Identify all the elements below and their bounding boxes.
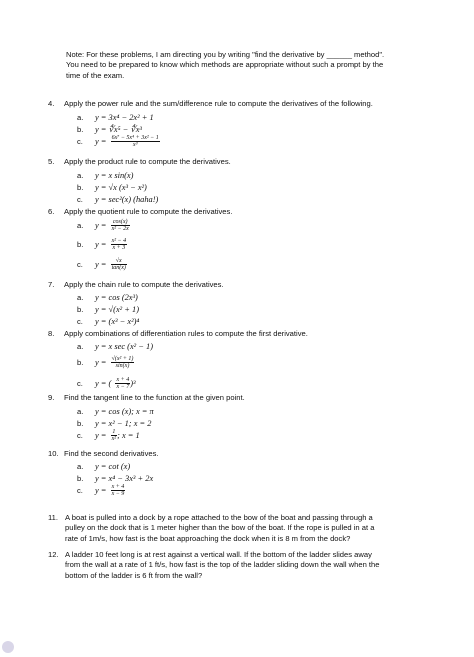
question-number: 4. [48, 99, 55, 108]
question-text: Apply the chain rule to compute the derivatives. [64, 280, 224, 289]
question-4 [48, 99, 428, 109]
question-8: 8. Apply combinations of differentiation rules to compute the first derivative. [48, 329, 308, 338]
problem-line-2: pulley on the dock that is 1 meter higher than the bow of the boat. If the rope is pulled in at a [65, 523, 375, 533]
question-12: 12. A ladder 10 feet long is at rest against a vertical wall. If the bottom of the ladder slides away from the wall at a rate of 1 ft/s, how fast is the top of the ladder sliding down the wall when the bottom of the ladder is 6 ft from the wall? [48, 550, 430, 581]
question-10: 10. Find the second derivatives. [48, 449, 159, 458]
question-5a: a. y = x sin(x) [77, 171, 134, 180]
fraction: $\frac{x + 4}{x - 7}$ [116, 377, 130, 391]
fraction: $\frac{\text{√(x² + 1)}}{\sin(x)}$ [111, 356, 134, 370]
question-7b: b. y = √(x² + 1) [77, 305, 139, 314]
question-8c: c. y = ( $\frac{x + 4}{x - 7}$ )³ [77, 377, 136, 391]
question-7: 7. Apply the chain rule to compute the derivatives. [48, 280, 224, 289]
question-10a: a. y = cot (x) [77, 462, 131, 471]
question-5: 5. Apply the product rule to compute the derivatives. [48, 157, 231, 166]
note-line-3: time of the exam. [66, 70, 125, 80]
question-text: Find the tangent line to the function at the given point. [64, 393, 245, 402]
fraction: $\frac{1}{\text{x²}}$ [111, 429, 117, 443]
question-7c: c. y = (x³ − x²)⁴ [77, 317, 140, 326]
question-8b: b. y = $\frac{\text{√(x² + 1)}}{\sin(x)}$ [77, 356, 134, 370]
fraction: $\frac{x + 4}{x - 9}$ [111, 484, 125, 498]
question-10b: b. y = x⁴ − 3x³ + 2x [77, 474, 154, 483]
fraction: $\frac{\text{x² − 4}}{x + 3}$ [111, 238, 127, 252]
question-5c: c. y = sec²(x) (haha!) [77, 195, 159, 204]
problem-line-2: from the wall at a rate of 1 ft/s, how fast is the top of the ladder sliding down the wall when the [65, 560, 380, 570]
question-5b: b. y = √x (x³ − x²) [77, 183, 147, 192]
question-4c: c. y = $\frac{\text{6x⁷ − 5x⁴ + 3x² − 1}}{\text{x³}}$ [77, 135, 159, 149]
question-text: Apply the product rule to compute the derivatives. [64, 157, 231, 166]
question-10c: c. y = $\frac{x + 4}{x - 9}$ [77, 484, 125, 498]
question-9a: a. y = cos (x); x = π [77, 407, 154, 416]
fraction: $\frac{\text{6x⁷ − 5x⁴ + 3x² − 1}}{\text{x³}}$ [111, 135, 159, 149]
question-9c: c. y = $\frac{1}{\text{x²}}$ ; x = 1 [77, 429, 140, 443]
problem-line-3: rate of 1m/s, how fast is the boat approaching the dock when it is 8 m from the dock? [65, 533, 351, 543]
question-6: 6. Apply the quotient rule to compute the derivatives. [48, 207, 233, 216]
question-6a: a. y = $\frac{\cos(x)}{\text{x² − 2x}}$ [77, 219, 129, 233]
note-line-2: You need to be prepared to know which methods are appropriate without such a prompt by the [66, 60, 384, 70]
question-text: Find the second derivatives. [64, 449, 159, 458]
note-line-1: Note: For these problems, I am directing you by writing "find the derivative by ______ method". [66, 50, 385, 59]
question-text: Apply combinations of differentiation rules to compute the first derivative. [64, 329, 308, 338]
question-9b: b. y = x² − 1; x = 2 [77, 419, 152, 428]
fraction: $\frac{\cos(x)}{\text{x² − 2x}}$ [111, 219, 129, 233]
scroll-indicator[interactable] [2, 641, 14, 653]
problem-line-1: A ladder 10 feet long is at rest against a vertical wall. If the bottom of the ladder slides away [65, 550, 372, 559]
problem-line-3: bottom of the ladder is 6 ft from the wall? [65, 570, 203, 580]
fraction: $\frac{√x}{\tan(x)}$ [111, 258, 126, 272]
question-9: 9. Find the tangent line to the function at the given point. [48, 393, 245, 402]
question-4b: b. y = ∜x⁵ − ∜x³ [77, 125, 142, 134]
question-6c: c. y = $\frac{√x}{\tan(x)}$ [77, 258, 126, 272]
instruction-note [66, 50, 416, 81]
question-6b: b. y = $\frac{\text{x² − 4}}{x + 3}$ [77, 238, 127, 252]
question-4a: a. y = 3x⁴ − 2x² + 1 [77, 113, 154, 122]
question-11: 11. A boat is pulled into a dock by a rope attached to the bow of the boat and passing through a pulley on the dock that is 1 meter higher than the bow of the boat. If the rope is pulled in at a rate of 1m/s, how fast is the boat approaching the dock when it is 8 m from the dock? [48, 513, 430, 544]
question-7a: a. y = cos (2x³) [77, 293, 138, 302]
question-text: Apply the power rule and the sum/difference rule to compute the derivatives of the following. [64, 99, 373, 108]
expression: y = 3x⁴ − 2x² + 1 [95, 113, 154, 122]
expression: y = ∜x⁵ − ∜x³ [95, 125, 142, 134]
question-8a: a. y = x sec (x² − 1) [77, 342, 153, 351]
question-text: Apply the quotient rule to compute the derivatives. [64, 207, 233, 216]
problem-line-1: A boat is pulled into a dock by a rope attached to the bow of the boat and passing through a [65, 513, 373, 522]
